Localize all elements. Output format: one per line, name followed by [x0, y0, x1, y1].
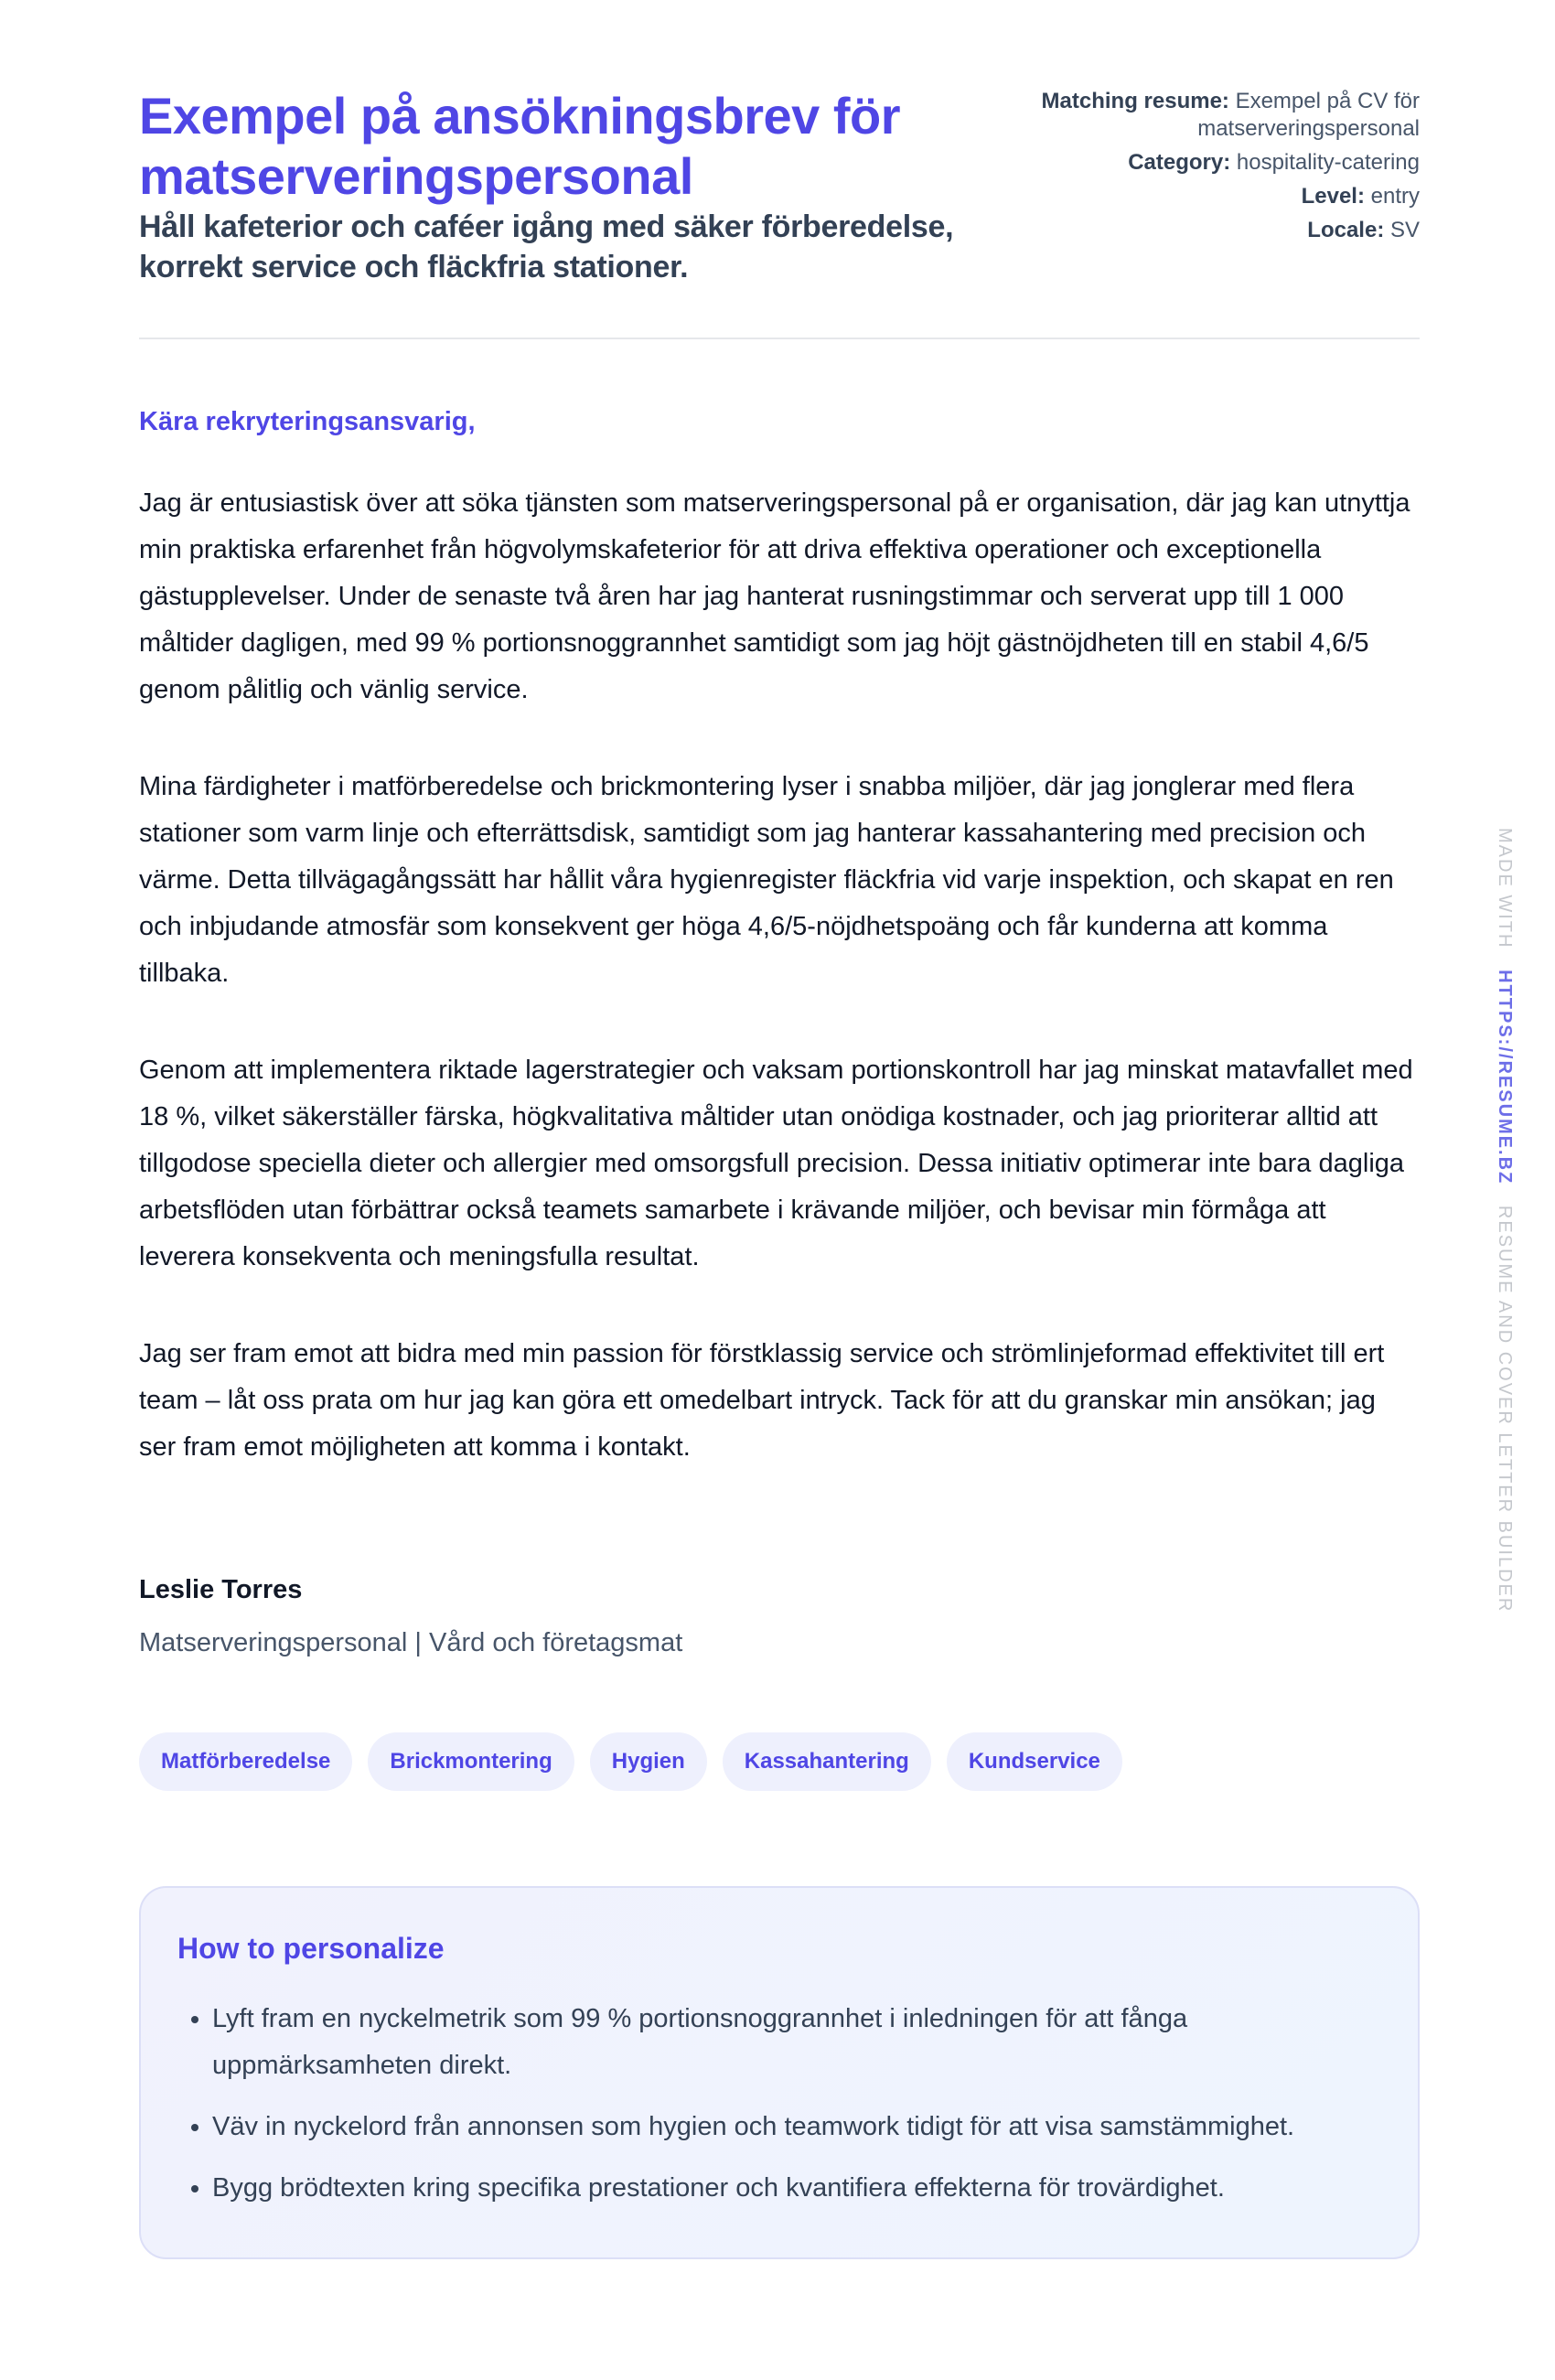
page-title: Exempel på ansökningsbrev för matserveringspersonal [139, 87, 900, 205]
skill-tags [139, 1732, 1420, 1791]
page-header [139, 0, 1420, 339]
skill-tag: Brickmontering [368, 1732, 574, 1791]
meta-value: Exempel på CV för matserveringspersonal [1197, 89, 1420, 141]
letter-body [139, 403, 1420, 1661]
meta-label: Matching resume: [1041, 89, 1229, 113]
meta-locale [1035, 217, 1420, 244]
meta-matching-resume [1035, 88, 1420, 143]
watermark-text [1493, 828, 1517, 1613]
vertical-watermark [1493, 828, 1517, 1613]
letter-paragraph: Jag ser fram emot att bidra med min passion för förstklassig service och strömlinjeformad effektivitet till ert team – låt oss prata om hur jag kan göra ett omedelbart intryck. Tack för att du granskar min ansökan; jag ser fram emot möjligheten att komma i kontakt. [139, 1339, 1385, 1462]
page-subtitle: Håll kafeterior och caféer igång med säker förberedelse, korrekt service och fläckfria stationer. [139, 209, 954, 284]
meta-panel [1035, 88, 1420, 251]
tips-list [177, 1996, 1381, 2212]
letter-paragraph: Jag är entusiastisk över att söka tjänsten som matserveringspersonal på er organisation, där jag kan utnyttja min praktiska erfarenhet från högvolymskafeterior för att driva effektiva operationer och exceptionella gästupplevelser. Under de senaste två åren har jag hanterat rusningstimmar och serverat upp till 1 000 måltider dagligen, med 99 % portionsnoggrannhet samtidigt som jag höjt gästnöjdheten till en stabil 4,6/5 genom pålitlig och vänlig service. [139, 488, 1410, 704]
signature-name: Leslie Torres [139, 1575, 303, 1604]
signature-role: Matserveringspersonal | Vård och företagsmat [139, 1628, 683, 1657]
meta-label: Level: [1301, 184, 1365, 209]
tip-item: • Lyft fram en nyckelmetrik som 99 % portionsnoggrannhet i inledningen för att fånga uppmärksamheten direkt. [212, 1996, 1381, 2089]
meta-label: Category: [1128, 150, 1231, 175]
meta-label: Locale: [1307, 218, 1385, 242]
tips-title: How to personalize [177, 1932, 445, 1965]
skill-tag: Hygien [590, 1732, 707, 1791]
cover-letter-page [139, 0, 1420, 2259]
skill-tag: Kundservice [947, 1732, 1122, 1791]
meta-level [1035, 183, 1420, 210]
letter-paragraph: Genom att implementera riktade lagerstrategier och vaksam portionskontroll har jag minskat matavfallet med 18 %, vilket säkerställer färska, högkvalitativa måltider utan onödiga kostnader, och jag prioriterar alltid att tillgodose speciella dieter och allergier med omsorgsfull precision. Dessa initiativ optimerar inte bara dagliga arbetsflöden utan förbättrar också teamets samarbete i krävande miljöer, och bevisar min förmåga att leverera konsekventa och meningsfulla resultat. [139, 1056, 1413, 1271]
letter-paragraph: Mina färdigheter i matförberedelse och brickmontering lyser i snabba miljöer, där jag jonglerar med flera stationer som varm linje och efterrättsdisk, samtidigt som jag hanterar kassahantering med precision och värme. Detta tillvägagångssätt har hållit våra hygienregister fläckfria vid varje inspektion, och skapat en ren och inbjudande atmosfär som konsekvent ger höga 4,6/5-nöjdhetspoäng och får kunderna att komma tillbaka. [139, 772, 1394, 988]
salutation: Kära rekryteringsansvarig, [139, 407, 476, 436]
skill-tag: Matförberedelse [139, 1732, 352, 1791]
tip-item: • Väv in nyckelord från annonsen som hygien och teamwork tidigt för att visa samstämmighet. [212, 2104, 1381, 2150]
meta-value: hospitality-catering [1236, 150, 1420, 175]
meta-category [1035, 149, 1420, 177]
watermark-link[interactable]: HTTPS://RESUME.BZ [1495, 970, 1515, 1185]
watermark-prefix: MADE WITH [1495, 828, 1515, 949]
watermark-suffix: RESUME AND COVER LETTER BUILDER [1495, 1205, 1515, 1613]
meta-value: SV [1389, 218, 1420, 242]
meta-value: entry [1370, 184, 1420, 209]
tip-item: • Bygg brödtexten kring specifika prestationer och kvantifiera effekterna för trovärdighet. [212, 2165, 1381, 2212]
personalize-tips-card [139, 1886, 1420, 2259]
skill-tag: Kassahantering [723, 1732, 931, 1791]
